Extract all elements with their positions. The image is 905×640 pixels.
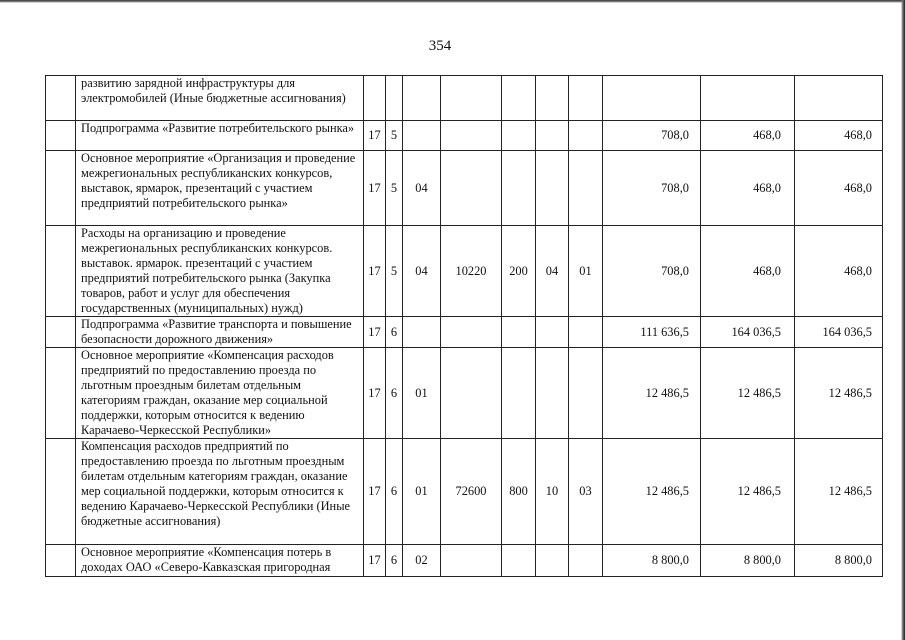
main-activity-code-cell bbox=[403, 317, 441, 348]
expense-direction-code-cell bbox=[441, 545, 502, 577]
row-number-cell bbox=[46, 348, 76, 439]
amount-year1-cell: 111 636,5 bbox=[603, 317, 701, 348]
expense-type-code-cell bbox=[502, 317, 536, 348]
expense-direction-code-cell bbox=[441, 151, 502, 226]
subsection-code-cell bbox=[569, 317, 603, 348]
table-row bbox=[46, 151, 883, 226]
subprogram-code-cell: 5 bbox=[386, 151, 403, 226]
main-activity-code-cell: 04 bbox=[403, 151, 441, 226]
amount-year1-cell: 708,0 bbox=[603, 226, 701, 317]
expense-type-code-cell bbox=[502, 545, 536, 577]
expense-direction-code-cell bbox=[441, 317, 502, 348]
subprogram-code-cell: 6 bbox=[386, 439, 403, 545]
expense-direction-code-cell bbox=[441, 121, 502, 151]
subprogram-code-cell: 6 bbox=[386, 348, 403, 439]
section-code-cell bbox=[536, 317, 569, 348]
expense-type-code-cell bbox=[502, 76, 536, 121]
amount-year1-cell bbox=[603, 76, 701, 121]
subsection-code-cell bbox=[569, 121, 603, 151]
expense-direction-code-cell bbox=[441, 348, 502, 439]
expense-name-cell: Основное мероприятие «Компенсация расходов предприятий по предоставлению проезда по льготным проездным билетам отдельным категориям граждан, оказание мер социальной поддержки, которым относится к ведению Карачаево-Черкесской Республики» bbox=[76, 348, 364, 439]
section-code-cell bbox=[536, 348, 569, 439]
amount-year3-cell: 12 486,5 bbox=[795, 348, 883, 439]
amount-year3-cell: 468,0 bbox=[795, 151, 883, 226]
section-code-cell: 04 bbox=[536, 226, 569, 317]
expense-direction-code-cell: 10220 bbox=[441, 226, 502, 317]
row-number-cell bbox=[46, 545, 76, 577]
row-number-cell bbox=[46, 76, 76, 121]
table-row bbox=[46, 226, 883, 317]
scan-right-edge bbox=[901, 0, 905, 640]
row-number-cell bbox=[46, 317, 76, 348]
program-code-cell: 17 bbox=[364, 151, 386, 226]
amount-year1-cell: 8 800,0 bbox=[603, 545, 701, 577]
subprogram-code-cell: 5 bbox=[386, 121, 403, 151]
amount-year2-cell: 8 800,0 bbox=[701, 545, 795, 577]
program-code-cell: 17 bbox=[364, 121, 386, 151]
expense-name-cell: Основное мероприятие «Компенсация потерь в доходах ОАО «Северо-Кавказская пригородная bbox=[76, 545, 364, 577]
amount-year3-cell: 8 800,0 bbox=[795, 545, 883, 577]
amount-year1-cell: 12 486,5 bbox=[603, 439, 701, 545]
expense-name-cell: Подпрограмма «Развитие транспорта и повышение безопасности дорожного движения» bbox=[76, 317, 364, 348]
program-code-cell: 17 bbox=[364, 317, 386, 348]
expense-name-cell: Компенсация расходов предприятий по предоставлению проезда по льготным проездным билетам отдельным категориям граждан, оказание мер социальной поддержки, которым относится к ведению Карачаево-Черкесской Республики (Иные бюджетные ассигнования) bbox=[76, 439, 364, 545]
table-row bbox=[46, 439, 883, 545]
amount-year1-cell: 708,0 bbox=[603, 151, 701, 226]
main-activity-code-cell: 02 bbox=[403, 545, 441, 577]
subprogram-code-cell bbox=[386, 76, 403, 121]
row-number-cell bbox=[46, 121, 76, 151]
expense-type-code-cell bbox=[502, 348, 536, 439]
expense-name-cell: развитию зарядной инфраструктуры для электромобилей (Иные бюджетные ассигнования) bbox=[76, 76, 364, 121]
subsection-code-cell bbox=[569, 76, 603, 121]
amount-year2-cell: 468,0 bbox=[701, 151, 795, 226]
row-number-cell bbox=[46, 226, 76, 317]
amount-year1-cell: 708,0 bbox=[603, 121, 701, 151]
amount-year2-cell: 468,0 bbox=[701, 121, 795, 151]
budget-table bbox=[45, 75, 883, 577]
program-code-cell bbox=[364, 76, 386, 121]
expense-direction-code-cell bbox=[441, 76, 502, 121]
amount-year2-cell: 12 486,5 bbox=[701, 348, 795, 439]
main-activity-code-cell: 04 bbox=[403, 226, 441, 317]
amount-year2-cell: 468,0 bbox=[701, 226, 795, 317]
expense-type-code-cell bbox=[502, 151, 536, 226]
expense-type-code-cell bbox=[502, 121, 536, 151]
main-activity-code-cell: 01 bbox=[403, 348, 441, 439]
expense-type-code-cell: 800 bbox=[502, 439, 536, 545]
subprogram-code-cell: 6 bbox=[386, 545, 403, 577]
table-row bbox=[46, 76, 883, 121]
amount-year3-cell: 468,0 bbox=[795, 121, 883, 151]
program-code-cell: 17 bbox=[364, 439, 386, 545]
row-number-cell bbox=[46, 151, 76, 226]
subprogram-code-cell: 5 bbox=[386, 226, 403, 317]
subprogram-code-cell: 6 bbox=[386, 317, 403, 348]
program-code-cell: 17 bbox=[364, 348, 386, 439]
section-code-cell bbox=[536, 76, 569, 121]
table-row bbox=[46, 545, 883, 577]
expense-direction-code-cell: 72600 bbox=[441, 439, 502, 545]
main-activity-code-cell: 01 bbox=[403, 439, 441, 545]
expense-type-code-cell: 200 bbox=[502, 226, 536, 317]
program-code-cell: 17 bbox=[364, 226, 386, 317]
scan-top-edge bbox=[0, 0, 905, 3]
amount-year3-cell: 468,0 bbox=[795, 226, 883, 317]
row-number-cell bbox=[46, 439, 76, 545]
amount-year2-cell bbox=[701, 76, 795, 121]
amount-year3-cell: 12 486,5 bbox=[795, 439, 883, 545]
table-row bbox=[46, 348, 883, 439]
subsection-code-cell: 01 bbox=[569, 226, 603, 317]
section-code-cell bbox=[536, 151, 569, 226]
amount-year3-cell bbox=[795, 76, 883, 121]
page-number: 354 bbox=[428, 38, 452, 54]
subsection-code-cell bbox=[569, 545, 603, 577]
section-code-cell bbox=[536, 545, 569, 577]
subsection-code-cell: 03 bbox=[569, 439, 603, 545]
program-code-cell: 17 bbox=[364, 545, 386, 577]
section-code-cell: 10 bbox=[536, 439, 569, 545]
expense-name-cell: Расходы на организацию и проведение межрегиональных республиканских конкурсов. выставок. ярмарок. презентаций с участием предприятий потребительского рынка (Закупка товаров, работ и услуг для обеспечения государственных (муниципальных) нужд) bbox=[76, 226, 364, 317]
amount-year1-cell: 12 486,5 bbox=[603, 348, 701, 439]
main-activity-code-cell bbox=[403, 76, 441, 121]
main-activity-code-cell bbox=[403, 121, 441, 151]
amount-year3-cell: 164 036,5 bbox=[795, 317, 883, 348]
table-row bbox=[46, 121, 883, 151]
subsection-code-cell bbox=[569, 348, 603, 439]
section-code-cell bbox=[536, 121, 569, 151]
table-row bbox=[46, 317, 883, 348]
subsection-code-cell bbox=[569, 151, 603, 226]
expense-name-cell: Подпрограмма «Развитие потребительского рынка» bbox=[76, 121, 364, 151]
expense-name-cell: Основное мероприятие «Организация и проведение межрегиональных республиканских конкурсов, выставок, ярмарок, презентаций с участием предприятий потребительского рынка» bbox=[76, 151, 364, 226]
amount-year2-cell: 12 486,5 bbox=[701, 439, 795, 545]
amount-year2-cell: 164 036,5 bbox=[701, 317, 795, 348]
